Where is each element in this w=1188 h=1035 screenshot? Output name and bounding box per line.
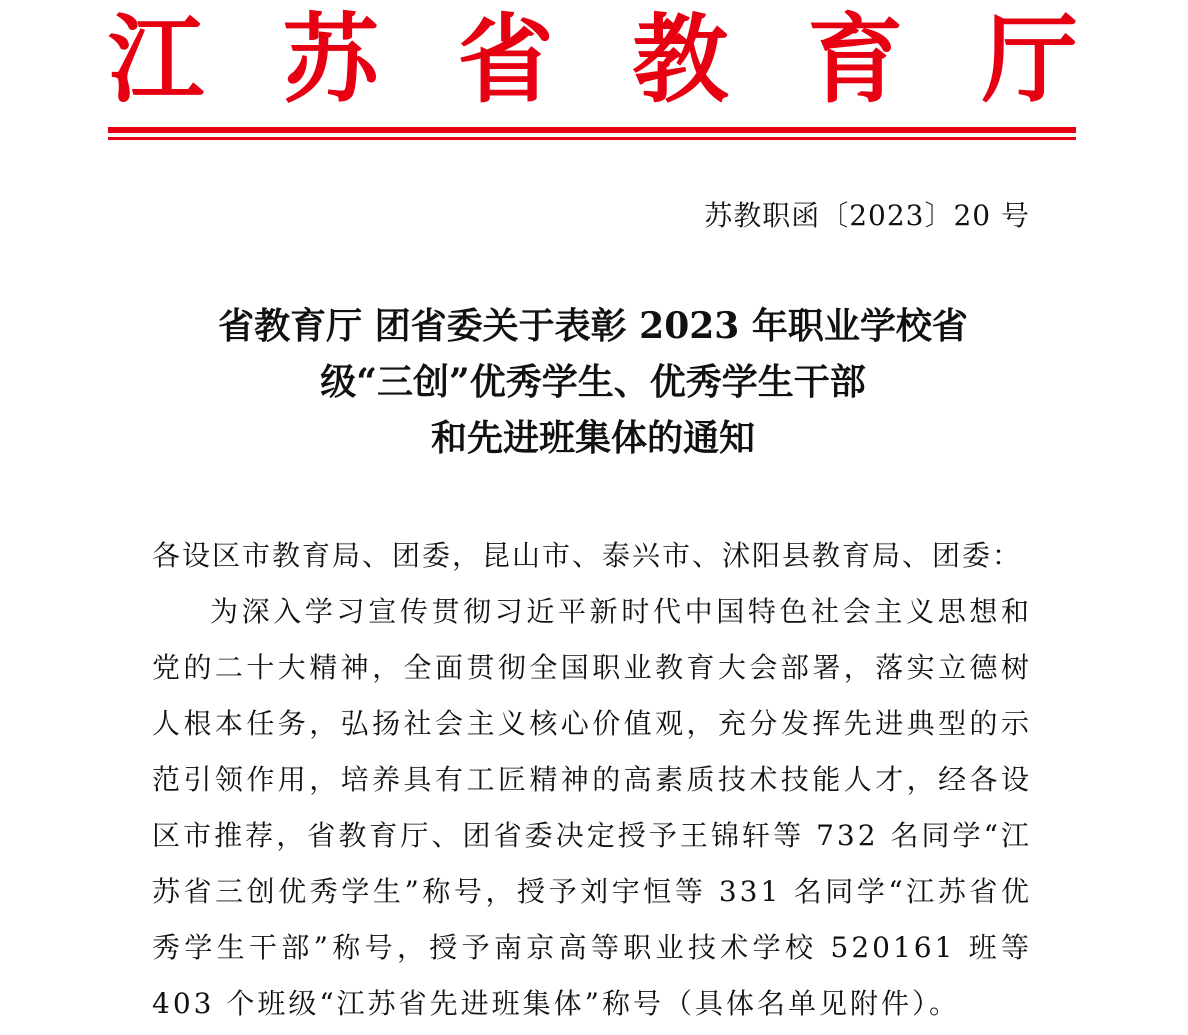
document-number: 苏教职函〔2023〕20 号: [704, 199, 1030, 232]
header-divider-thin: [108, 137, 1076, 140]
header-char: 苏: [282, 3, 379, 116]
header-char: 江: [108, 3, 204, 116]
document-body: [152, 528, 1032, 1032]
document-title: [108, 298, 1078, 466]
salutation: 各设区市教育局、团委，昆山市、泰兴市、沭阳县教育局、团委：: [152, 539, 1023, 572]
body-paragraph: 为深入学习宣传贯彻习近平新时代中国特色社会主义思想和党的二十大精神，全面贯彻全国职业教育大会部署，落实立德树人根本任务，弘扬社会主义核心价值观，充分发挥先进典型的示范引领作用，培养具有工匠精神的高素质技术技能人才，经各设区市推荐，省教育厅、团省委决定授予王锦轩等 732 名同学“江苏省三创优秀学生”称号，授予刘宇恒等 331 名同学“江苏省优秀学生干部”称号，授予南京高等职业技术学校 520161 班等 403 个班级“江苏省先进班集体”称号（具体名单见附件）。: [152, 595, 1032, 1020]
header-char: 育: [807, 3, 904, 116]
header-char: 厅: [981, 3, 1078, 116]
header-divider-thick: [108, 127, 1076, 133]
title-line: 和先进班集体的通知: [430, 417, 755, 459]
title-line: 级“三创”优秀学生、优秀学生干部: [320, 361, 866, 403]
issuing-authority-header: [108, 4, 1078, 116]
header-char: 省: [457, 3, 554, 116]
title-line: 省教育厅 团省委关于表彰 2023 年职业学校省: [218, 305, 968, 347]
header-char: 教: [632, 3, 729, 116]
